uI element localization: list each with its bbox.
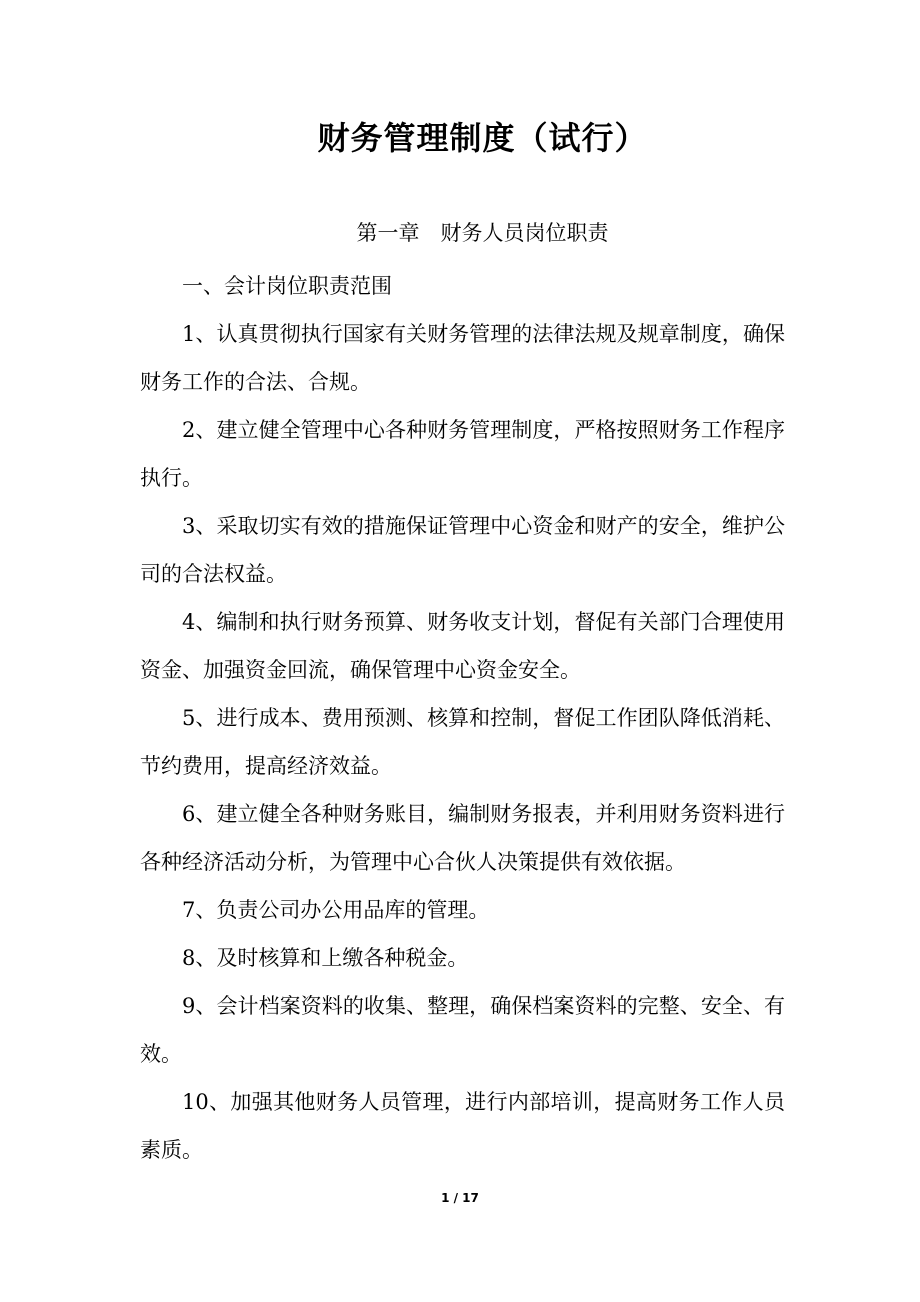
list-item: 6、建立健全各种财务账目，编制财务报表，并利用财务资料进行各种经济活动分析，为管理中心合伙人决策提供有效依据。 xyxy=(140,802,785,874)
list-item: 5、进行成本、费用预测、核算和控制，督促工作团队降低消耗、节约费用，提高经济效益。 xyxy=(140,706,785,778)
page-number: 1 / 17 xyxy=(441,1191,479,1205)
list-item: 1、认真贯彻执行国家有关财务管理的法律法规及规章制度，确保财务工作的合法、合规。 xyxy=(140,322,785,394)
duty-list xyxy=(140,310,785,1174)
chapter-heading: 第一章 财务人员岗位职责 xyxy=(356,221,609,245)
list-item: 8、及时核算和上缴各种税金。 xyxy=(182,946,469,970)
list-item: 2、建立健全管理中心各种财务管理制度，严格按照财务工作程序执行。 xyxy=(140,418,785,490)
list-item: 10、加强其他财务人员管理，进行内部培训，提高财务工作人员素质。 xyxy=(140,1090,785,1162)
list-item: 7、负责公司办公用品库的管理。 xyxy=(182,898,490,922)
list-item: 4、编制和执行财务预算、财务收支计划，督促有关部门合理使用资金、加强资金回流，确保管理中心资金安全。 xyxy=(140,610,785,682)
list-item: 9、会计档案资料的收集、整理，确保档案资料的完整、安全、有效。 xyxy=(140,994,785,1066)
document-title: 财务管理制度（试行） xyxy=(317,119,648,157)
list-item: 3、采取切实有效的措施保证管理中心资金和财产的安全，维护公司的合法权益。 xyxy=(140,514,785,586)
document-body xyxy=(140,262,785,1174)
section-heading: 一、会计岗位职责范围 xyxy=(182,274,392,298)
